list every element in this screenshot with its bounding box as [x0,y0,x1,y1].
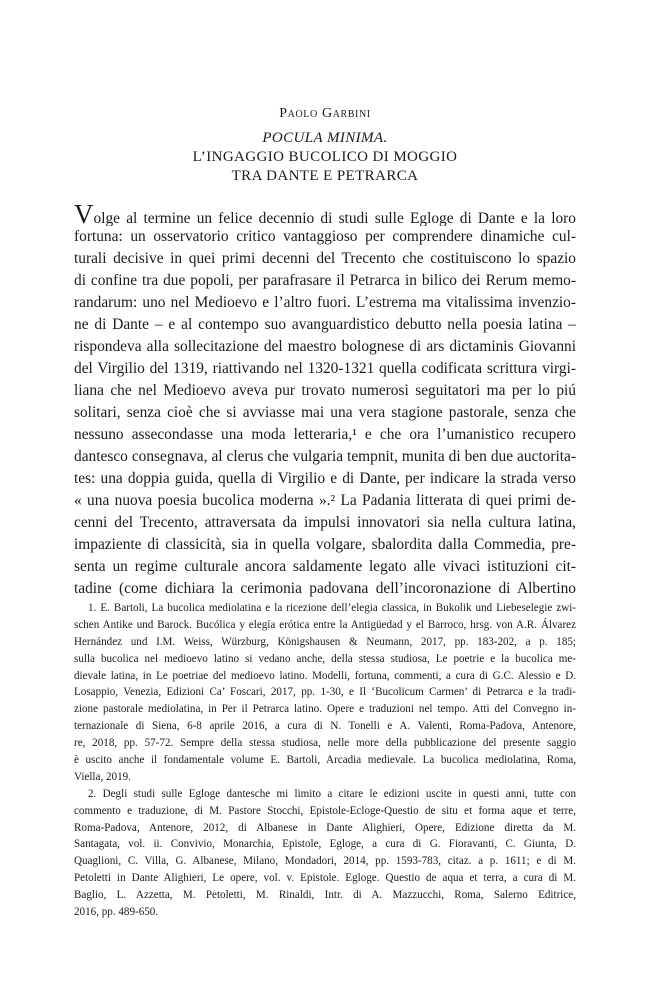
body-line: senta un regime culturale ancora saldamente legato alle vivaci istituzioni cit- [74,558,576,575]
footnote-line: Roma-Padova, Antenore, 2012, di Albanese in Dante Alighieri, Opere, Edizione diretta da M. [74,821,576,834]
footnote-line: Hernández und I.M. Weiss, Würzburg, Königshausen & Neumann, 2017, pp. 183-202, a p. 185; [74,635,576,648]
body-line: Volge al termine un felice decennio di studi sulle Egloge di Dante e la loro [74,204,576,226]
footnote-line: 2016, pp. 489-650. [74,906,159,919]
footnote-line: re, 2018, pp. 57-72. Sempre della stessa studiosa, nelle more della pubblicazione del presente saggio [74,737,576,750]
body-line: fortuna: un osservatorio critico vantaggioso per comprendere dinamiche cul- [74,228,576,245]
title-line-1: POCULA MINIMA. [262,130,388,146]
body-line: dantesco consegnava, al clerus che vulgaria tempnit, munita di ben due auctorita- [74,448,576,465]
body-line: solitari, senza cioè che si avviasse mai una vera stagione pastorale, senza che [74,404,576,421]
author-name: Paolo Garbini [279,106,371,121]
footnote-line: dievale latina, in Le poetriae del medioevo latino. Modelli, fortuna, commenti, a cura di G.C. Alessio e D. [74,669,576,682]
body-line: impaziente di classicità, sia in quella volgare, sbalordita dalla Commedia, pre- [74,536,576,553]
drop-cap: V [74,204,94,226]
footnote-line: Viella, 2019. [74,770,131,783]
title-line-3: TRA DANTE E PETRARCA [231,168,419,184]
article-title [0,129,650,186]
body-line: tes: una doppia guida, quella di Virgilio e di Dante, per indicare la strada verso [74,470,576,487]
footnote-line: Santagata, vol. ii. Convivio, Monarchia, Epistole, Egloge, a cura di G. Fioravanti, C. Giunta, D. [74,838,576,851]
footnote-line: commento e traduzione, di M. Pastore Stocchi, Epistole-Ecloge-Questio de situ et forma aque et terre, [74,804,576,817]
body-line: del Virgilio del 1319, riattivando nel 1320-1321 quella codificata scrittura virgi- [74,360,576,377]
footnote-line: ternazionale di Siena, 6-8 aprile 2016, a cura di N. Tonelli e A. Valenti, Roma-Padova, Antenore, [74,720,576,733]
footnote-line: Petoletti in Dante Alighieri, Le opere, vol. v. Epistole. Egloge. Questio de aqua et terra, a cura di M. [74,872,576,885]
footnote-line: è uscito anche il fondamentale volume E. Bartoli, Arcadia medievale. La bucolica mediolatina, Roma, [74,754,576,767]
body-line: ne di Dante – e al contempo suo avanguardistico debutto nella poesia latina – [74,316,576,333]
footnote-line: 2. Degli studi sulle Egloge dantesche mi limito a citare le edizioni uscite in questi anni, tutte con [88,787,576,800]
footnote-line: Quaglioni, C. Villa, G. Albanese, Milano, Mondadori, 2014, pp. 1593-783, citaz. a p. 1611; e di M. [74,855,576,868]
body-line: turali decisive in quei primi decenni del Trecento che costituiscono lo spazio [74,250,576,267]
body-line: liana che nel Medioevo aveva pur trovato numerosi seguitatori ma per lo piú [74,382,576,399]
body-line: tadine (come dichiara la cerimonia padovana dell’incoronazione di Albertino [74,580,576,597]
body-paragraph [74,204,576,600]
body-line: « una nuova poesia bucolica moderna ».² La Padania litterata di quei primi de- [74,492,576,509]
footnote-line: Losappio, Venezia, Edizioni Ca’ Foscari, 2017, pp. 1-30, e Il ‘Bucolicum Carmen’ di Petrarca e la tradi- [74,686,576,699]
body-line: nessuno assecondasse una moda letteraria,¹ e che ora l’umanistico recupero [74,426,576,443]
body-line: rispondeva alla sollecitazione del maestro bolognese di ars dictaminis Giovanni [74,338,576,355]
footnotes [74,600,576,921]
footnote-line: Baglio, L. Azzetta, M. Petoletti, M. Rinaldi, Intr. di A. Mazzucchi, Roma, Salerno Editrice, [74,889,576,902]
footnote-line: schen Antike und Barock. Bucólica y elegía erótica entre la Antigüedad y el Barroco, hrsg. von A.R. Álvarez [74,618,576,631]
title-line-2: L’INGAGGIO BUCOLICO DI MOGGIO [192,149,458,165]
footnote-line: zione pastorale mediolatina, in Per il Petrarca latino. Opere e traduzioni nel tempo. Atti del Convegno in- [74,703,576,716]
footnote-line: sulla bucolica nel medioevo latino si vedano anche, della stessa studiosa, Le poetrie e la bucolica me- [74,652,576,665]
body-line: cenni del Trecento, attraversata da impulsi innovatori sia nella cultura latina, [74,514,576,531]
body-line: randarum: uno nel Medioevo e l’altro fuori. L’estrema ma vitalissima invenzio- [74,294,576,311]
footnote-line: 1. E. Bartoli, La bucolica mediolatina e la ricezione dell’elegia classica, in Bukolik und Liebeselegie zwi- [88,602,576,614]
body-line: di confine tra due popoli, per parafrasare il Petrarca in bilico dei Rerum memo- [74,272,576,289]
